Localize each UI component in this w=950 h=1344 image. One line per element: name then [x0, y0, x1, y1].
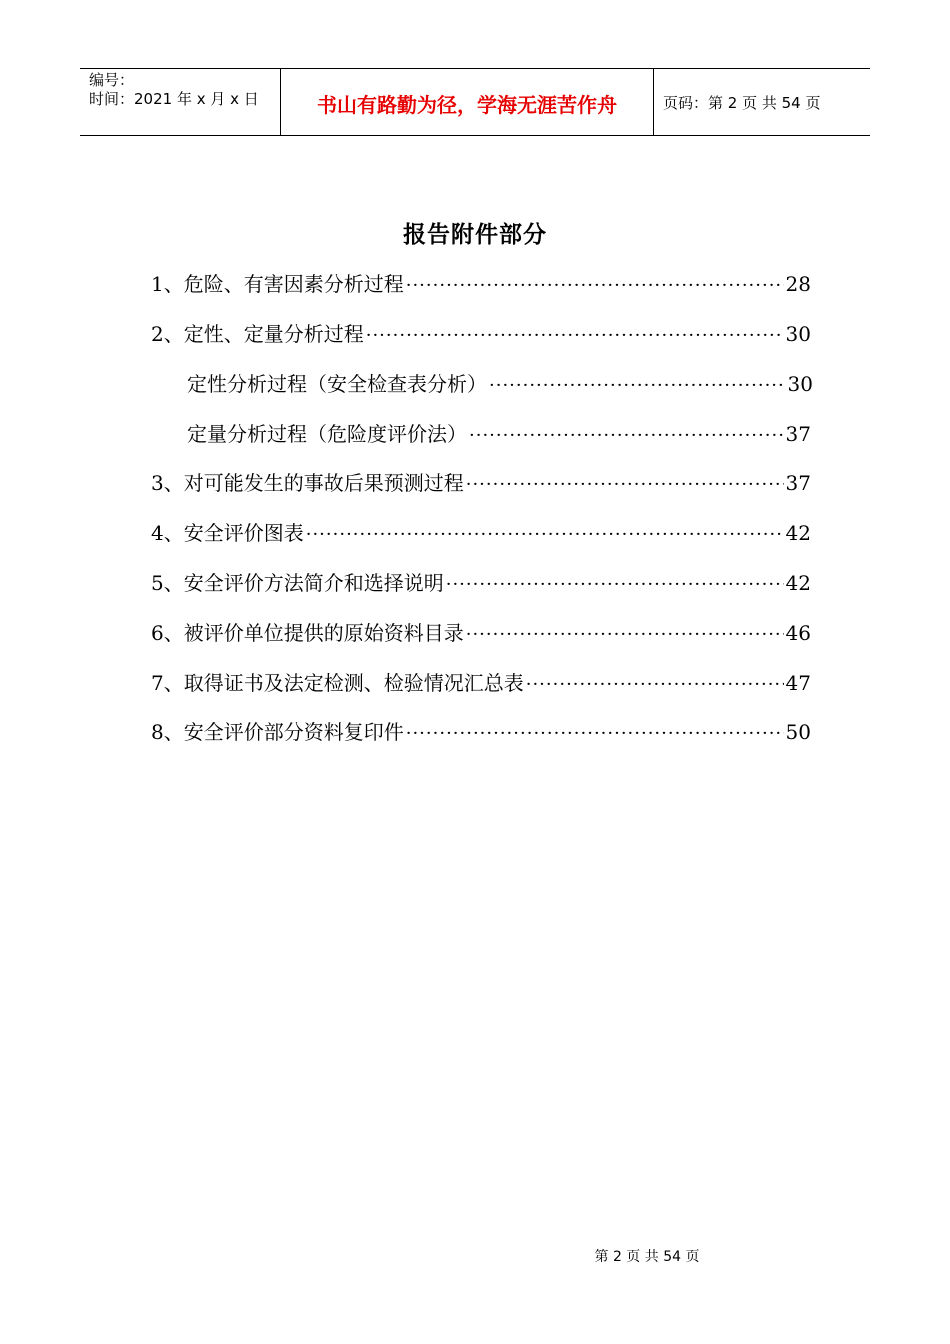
toc-dot-leader	[469, 421, 784, 451]
toc-entry-label: 1、危险、有害因素分析过程	[151, 272, 404, 296]
toc-entry-page: 47	[785, 671, 811, 695]
toc-entry[interactable]	[151, 717, 811, 747]
toc-dot-leader	[406, 271, 784, 301]
toc-entry[interactable]	[151, 269, 811, 299]
toc-entry-label: 4、安全评价图表	[151, 521, 304, 545]
toc-entry-label: 定性分析过程（安全检查表分析）	[187, 372, 487, 396]
toc-entry[interactable]	[151, 518, 811, 548]
toc-entry-page: 30	[787, 372, 813, 396]
toc-entry[interactable]	[151, 319, 811, 349]
header-page-info: 页码：第 2 页 共 54 页	[663, 93, 821, 112]
toc-entry-page: 46	[785, 621, 811, 645]
toc-dot-leader	[406, 719, 784, 749]
section-title: 报告附件部分	[403, 222, 547, 248]
toc-dot-leader	[446, 570, 784, 600]
toc-entry-label: 定量分析过程（危险度评价法）	[187, 422, 467, 446]
toc-entry-page: 42	[785, 571, 811, 595]
toc-dot-leader	[489, 371, 786, 401]
toc-entry-page: 37	[785, 422, 811, 446]
document-number-label: 编号：	[89, 71, 135, 89]
header-motto: 书山有路勤为径，学海无涯苦作舟	[281, 69, 654, 135]
toc-dot-leader	[526, 670, 784, 700]
toc-entry-label: 5、安全评价方法简介和选择说明	[151, 571, 444, 595]
toc-entry-page: 37	[785, 471, 811, 495]
toc-entry-label: 2、定性、定量分析过程	[151, 322, 364, 346]
document-date: 时间：2021 年 x 月 x 日	[89, 90, 259, 108]
toc-entry-page: 50	[785, 720, 811, 744]
toc-entry[interactable]	[151, 618, 811, 648]
toc-entry[interactable]	[151, 568, 811, 598]
toc-entry-page: 30	[785, 322, 811, 346]
toc-dot-leader	[466, 470, 784, 500]
toc-entry[interactable]	[151, 668, 811, 698]
toc-entry-label: 8、安全评价部分资料复印件	[151, 720, 404, 744]
toc-entry-page: 28	[785, 272, 811, 296]
toc-dot-leader	[466, 620, 784, 650]
toc-subentry[interactable]	[187, 419, 811, 449]
toc-dot-leader	[306, 520, 784, 550]
toc-dot-leader	[366, 321, 784, 351]
toc-entry-page: 42	[785, 521, 811, 545]
toc-entry-label: 7、取得证书及法定检测、检验情况汇总表	[151, 671, 524, 695]
toc-entry-label: 6、被评价单位提供的原始资料目录	[151, 621, 464, 645]
toc-entry[interactable]	[151, 468, 811, 498]
page-footer: 第 2 页 共 54 页	[594, 1249, 700, 1265]
toc-entry-label: 3、对可能发生的事故后果预测过程	[151, 471, 464, 495]
toc-subentry[interactable]	[187, 369, 813, 399]
